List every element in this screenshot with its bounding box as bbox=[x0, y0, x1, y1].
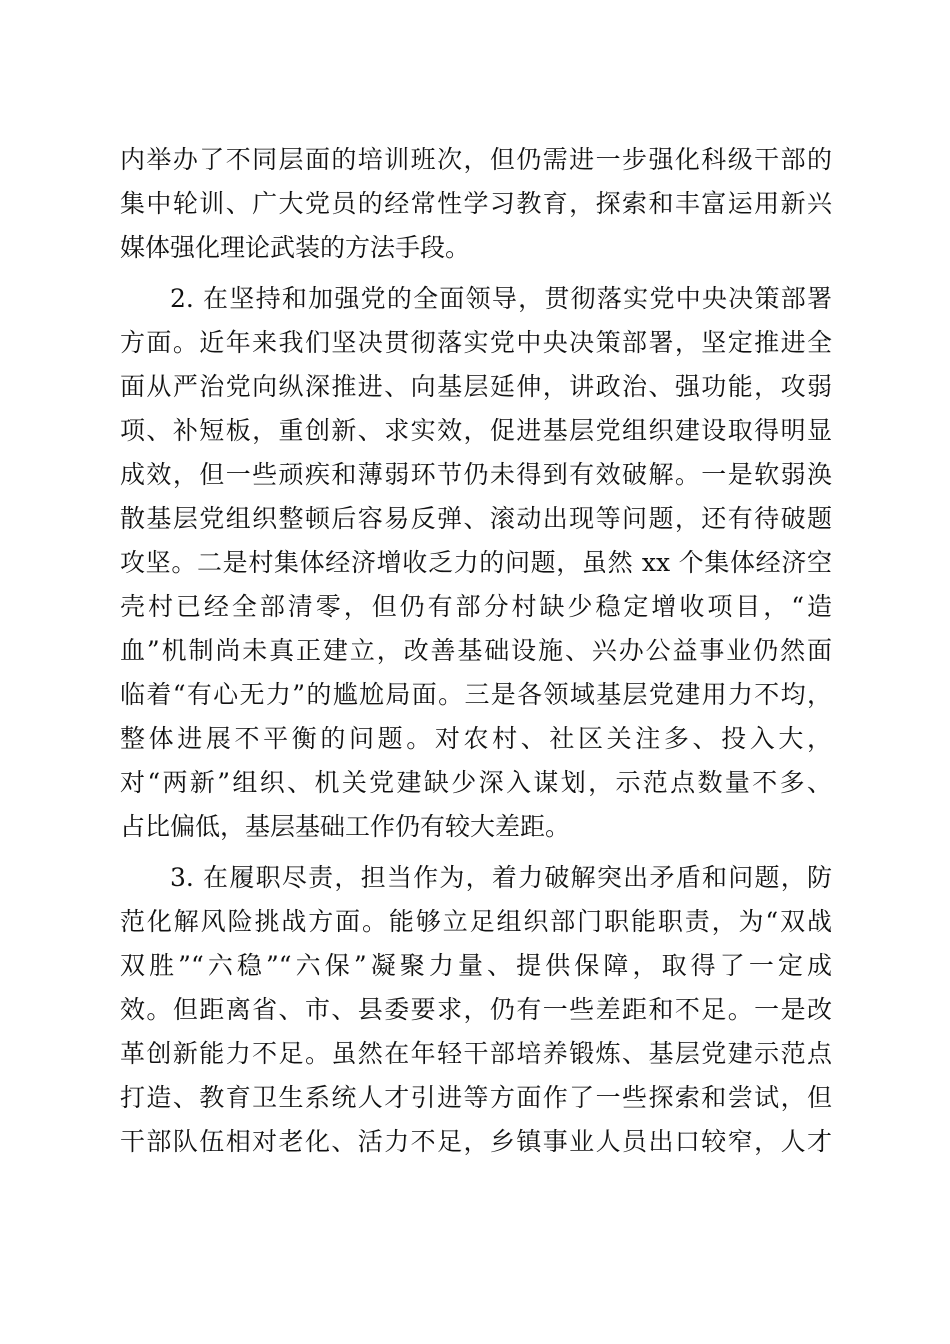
text-line: 临着“有心无力”的尴尬局面。三是各领域基层党建用力不均， bbox=[120, 680, 832, 709]
text-line: 整体进展不平衡的问题。对农村、社区关注多、投入大， bbox=[120, 724, 832, 753]
text-line: 双胜”“六稳”“六保”凝聚力量、提供保障，取得了一定成 bbox=[120, 951, 832, 980]
text-line: 散基层党组织整顿后容易反弹、滚动出现等问题，还有待破题 bbox=[120, 504, 832, 533]
text-line: 3. 在履职尽责，担当作为，着力破解突出矛盾和问题，防 bbox=[170, 863, 832, 892]
text-line: 打造、教育卫生系统人才引进等方面作了一些探索和尝试，但 bbox=[120, 1083, 832, 1112]
text-line: 效。但距离省、市、县委要求，仍有一些差距和不足。一是改 bbox=[120, 995, 832, 1024]
text-line: 血”机制尚未真正建立，改善基础设施、兴办公益事业仍然面 bbox=[120, 636, 832, 665]
text-line: 攻坚。二是村集体经济增收乏力的问题，虽然 xx 个集体经济空 bbox=[120, 548, 832, 577]
text-line: 对“两新”组织、机关党建缺少深入谋划，示范点数量不多、 bbox=[120, 768, 832, 797]
text-line: 干部队伍相对老化、活力不足，乡镇事业人员出口较窄，人才 bbox=[120, 1127, 832, 1156]
text-line: 占比偏低，基层基础工作仍有较大差距。 bbox=[120, 812, 571, 841]
text-line: 革创新能力不足。虽然在年轻干部培养锻炼、基层党建示范点 bbox=[120, 1039, 832, 1068]
text-line: 项、补短板，重创新、求实效，促进基层党组织建设取得明显 bbox=[120, 416, 832, 445]
text-line: 方面。近年来我们坚决贯彻落实党中央决策部署，坚定推进全 bbox=[120, 328, 832, 357]
text-line: 面从严治党向纵深推进、向基层延伸，讲政治、强功能，攻弱 bbox=[120, 372, 832, 401]
text-line: 内举办了不同层面的培训班次，但仍需进一步强化科级干部的 bbox=[120, 145, 832, 174]
text-line: 集中轮训、广大党员的经常性学习教育，探索和丰富运用新兴 bbox=[120, 189, 832, 218]
text-line: 成效，但一些顽疾和薄弱环节仍未得到有效破解。一是软弱涣 bbox=[120, 460, 832, 489]
text-line: 媒体强化理论武装的方法手段。 bbox=[120, 233, 471, 262]
text-line: 2. 在坚持和加强党的全面领导，贯彻落实党中央决策部署 bbox=[170, 284, 832, 313]
text-line: 壳村已经全部清零，但仍有部分村缺少稳定增收项目，“造 bbox=[120, 592, 832, 621]
text-line: 范化解风险挑战方面。能够立足组织部门职能职责，为“双战 bbox=[120, 907, 832, 936]
